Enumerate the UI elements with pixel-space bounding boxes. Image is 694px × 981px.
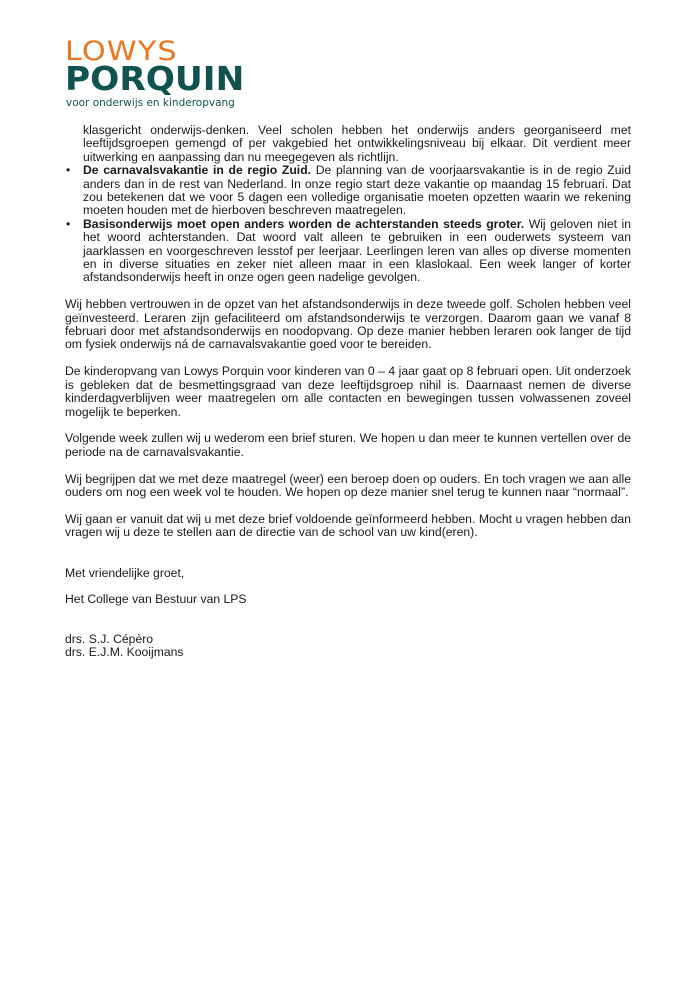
logo-brand-top: LOWYS <box>65 36 178 67</box>
lowys-porquin-logo <box>65 38 255 112</box>
bullet-icon: • <box>66 216 71 231</box>
paragraph-volgende-week: Volgende week zullen wij u wederom een brief sturen. We hopen u dan meer te kunnen vertellen over de periode na de carnavalsvakantie. <box>65 431 631 459</box>
bullet-list <box>65 164 631 285</box>
paragraph-beroep-ouders: Wij begrijpen dat we met deze maatregel (weer) een beroep doen op ouders. En toch vragen we aan alle ouders om nog een week vol te houden. We hopen op deze manier snel terug te kunnen naar “normaal”. <box>65 471 631 499</box>
bullet-continuation-text: klasgericht onderwijs-denken. Veel scholen hebben het onderwijs anders georganiseerd met leeftijdsgroepen gemengd of per vakgebied het ontwikkelingsniveau bij elkaar. Dit verdient meer uitwerking en aanpassing dan nu meegegeven als richtlijn. <box>83 123 631 164</box>
bullet-text: Wij geloven niet in het woord achterstanden. Dat woord valt alleen te gebruiken in een ouderwets systeem van jaarklassen en voorgeschreven lesstof per leerjaar. Leerlingen leren van alles op diverse momenten en in diverse situaties en zeker niet alleen maar in een klaslokaal. Een week langer of korter afstandsonderwijs heeft in onze ogen geen nadelige gevolgen. <box>83 216 631 285</box>
closing-greeting: Met vriendelijke groet, <box>65 565 185 580</box>
bullet-item-carnaval <box>65 164 631 218</box>
paragraph-kinderopvang: De kinderopvang van Lowys Porquin voor kinderen van 0 – 4 jaar gaat op 8 februari open. Uit onderzoek is gebleken dat de besmettingsgraad van deze leeftijdsgroep nihil is. Daarnaast nemen de diverse kinderdagverblijven weer maatregelen om alle contacten en bewegingen tussen volwassenen zoveel mogelijk te beperken. <box>65 364 631 419</box>
letter-body <box>65 124 631 660</box>
letter-closing <box>65 567 631 660</box>
signatory-name: drs. S.J. Cépèro <box>65 631 154 646</box>
signature-space <box>65 607 631 633</box>
paragraph-afstandsonderwijs: Wij hebben vertrouwen in de opzet van het afstandsonderwijs in deze tweede golf. Scholen hebben veel geïnvesteerd. Leraren zijn gefaciliteerd om afstandsonderwijs te verzorgen. Daarom gaan we vanaf 8 februari door met afstandsonderwijs en noodopvang. Op deze manier hebben leraren ook langer de tijd om fysiek onderwijs ná de carnavalsvakantie goed voor te bereiden. <box>65 297 631 352</box>
paragraph-vragen: Wij gaan er vanuit dat wij u met deze brief voldoende geïnformeerd hebben. Mocht u vragen hebben dan vragen wij u deze te stellen aan de directie van de school van uw kind(eren). <box>65 511 631 540</box>
closing-sender: Het College van Bestuur van LPS <box>65 592 247 607</box>
bullet-item-basisonderwijs <box>65 218 631 285</box>
bullet-heading: Basisonderwijs moet open anders worden de achterstanden steeds groter. <box>83 216 525 231</box>
bullet-heading: De carnavalsvakantie in de regio Zuid. <box>83 163 312 178</box>
logo-tagline: voor onderwijs en kinderopvang <box>66 97 235 109</box>
signatory-name: drs. E.J.M. Kooijmans <box>65 645 184 660</box>
bullet-icon: • <box>66 163 71 178</box>
bullet-text: De planning van de voorjaarsvakantie is in de regio Zuid anders dan in de rest van Nederland. In onze regio start deze vakantie op maandag 15 februari. Dat zou betekenen dat we voor 5 dagen een volledige organisatie moeten opzetten waarin we rekening moeten houden met de hierboven beschreven maatregelen. <box>83 163 631 218</box>
logo-brand-main: PORQUIN <box>65 59 245 98</box>
